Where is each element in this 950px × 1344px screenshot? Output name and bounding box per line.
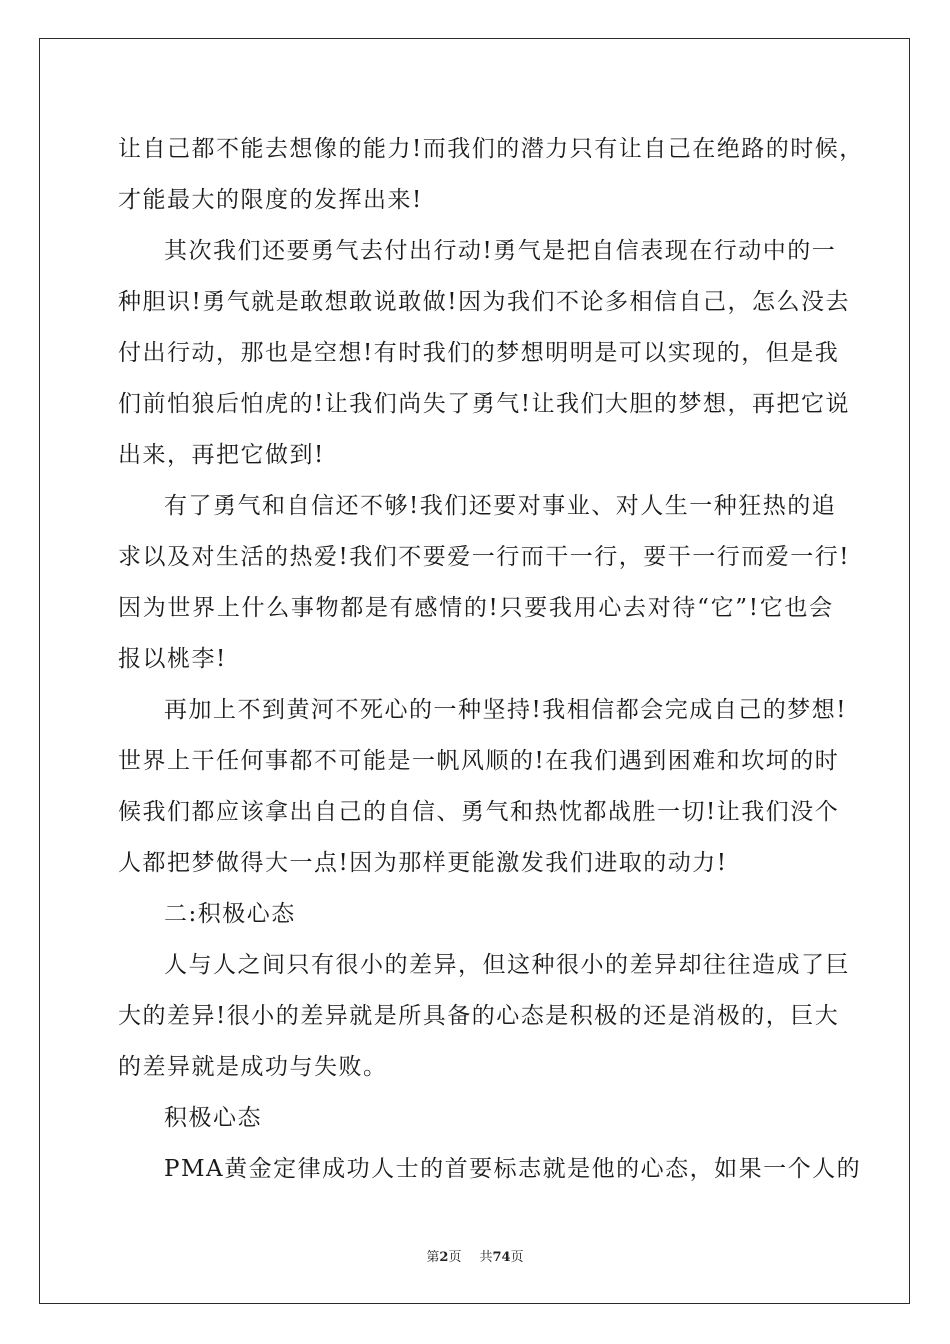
text-line: 的差异就是成功与失败。 <box>118 1054 388 1080</box>
text-line: 候 我 们 都 应 该 拿 出 自 己 的 自 信 、 勇 气 和 热 忱 都 战 胜 一 切 ! 让 我 们 没 个 <box>118 799 840 825</box>
footer-prefix: 第 <box>426 1250 440 1265</box>
text-line: 报以桃李! <box>118 646 227 672</box>
text-line: 付 出 行 动 ， 那 也 是 空 想 ! 有 时 我 们 的 梦 想 明 明 是 可 以 实 现 的 ， 但 是 我 <box>118 340 840 366</box>
text-line: 种 胆 识 ! 勇 气 就 是 敢 想 敢 说 敢 做 ! 因 为 我 们 不 论 多 相 信 自 己 ， 怎 么 没 去 <box>118 289 850 315</box>
text-line: 大 的 差 异 ! 很 小 的 差 异 就 是 所 具 备 的 心 态 是 积 极 的 还 是 消 极 的 ， 巨 大 <box>118 1003 840 1029</box>
text-line: 积极心态 <box>164 1105 262 1131</box>
text-line: 出来，再把它做到! <box>118 442 325 468</box>
current-page-number: 2 <box>439 1250 449 1265</box>
text-line: 人都把梦做得大一点!因为那样更能激发我们进取的动力! <box>118 850 728 876</box>
text-line: 世 界 上 干 任 何 事 都 不 可 能 是 一 帆 风 顺 的 ! 在 我 们 遇 到 困 难 和 坎 坷 的 时 <box>118 748 840 774</box>
text-line: 其 次 我 们 还 要 勇 气 去 付 出 行 动 ! 勇 气 是 把 自 信 表 现 在 行 动 中 的 一 <box>164 238 837 264</box>
text-line: 们 前 怕 狼 后 怕 虎 的 ! 让 我 们 尚 失 了 勇 气 ! 让 我 们 大 胆 的 梦 想 ， 再 把 它 说 <box>118 391 850 417</box>
text-line: 求 以 及 对 生 活 的 热 爱 ! 我 们 不 要 爱 一 行 而 干 一 行 ， 要 干 一 行 而 爱 一 行 ! <box>118 544 850 570</box>
text-line: 才能最大的限度的发挥出来! <box>118 187 423 213</box>
footer-page-suffix: 页 <box>448 1250 462 1265</box>
footer-total-suffix: 页 <box>510 1250 524 1265</box>
text-line: 因 为 世 界 上 什 么 事 物 都 是 有 感 情 的 ! 只 要 我 用 心 去 对 待 “ 它 ” ! 它 也 会 <box>118 595 834 621</box>
text-line: 再 加 上 不 到 黄 河 不 死 心 的 一 种 坚 持 ! 我 相 信 都 会 完 成 自 己 的 梦 想 ! <box>164 697 847 723</box>
text-line: 让 自 己 都 不 能 去 想 像 的 能 力 ! 而 我 们 的 潜 力 只 有 让 自 己 在 绝 路 的 时 候 ， <box>118 136 864 162</box>
document-body <box>118 124 864 1195</box>
text-line: 有 了 勇 气 和 自 信 还 不 够 ! 我 们 还 要 对 事 业 、 对 人 生 一 种 狂 热 的 追 <box>164 493 837 519</box>
text-line: PMA 黄 金 定 律 成 功 人 士 的 首 要 标 志 就 是 他 的 心 态 ， 如 果 一 个 人 的 <box>164 1156 862 1182</box>
text-line: 二:积极心态 <box>164 901 296 927</box>
total-page-count: 74 <box>492 1250 511 1265</box>
footer-total-prefix: 共 <box>479 1250 493 1265</box>
page-footer <box>0 1246 950 1265</box>
text-line: 人 与 人 之 间 只 有 很 小 的 差 异 ， 但 这 种 很 小 的 差 异 却 往 往 造 成 了 巨 <box>164 952 850 978</box>
